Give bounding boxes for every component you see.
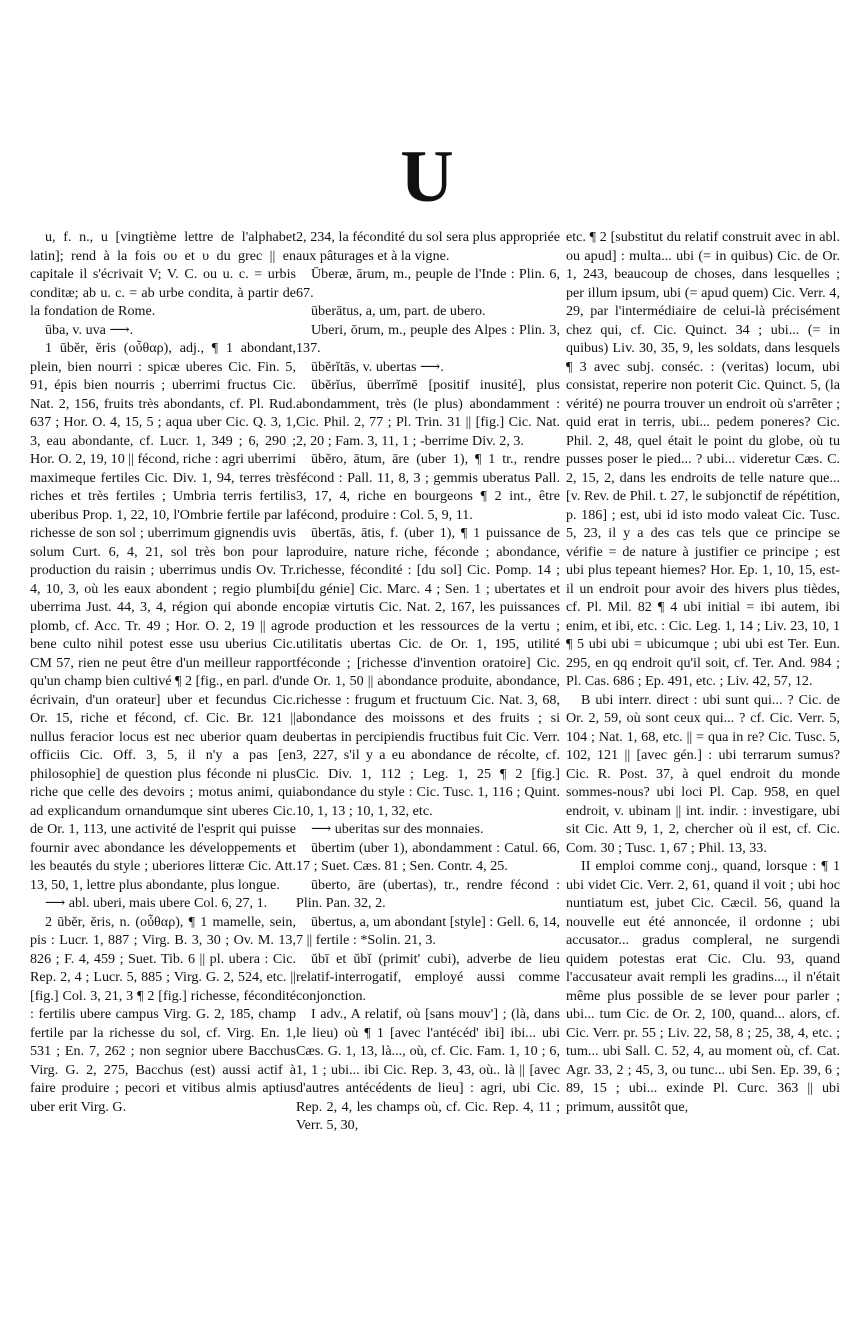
dictionary-entry: ūbĕrĭtās, v. ubertas ⟶. xyxy=(311,358,444,375)
dictionary-entry: ūberto, āre (ubertas), tr., rendre fécond : Plin. Pan. 32, 2. xyxy=(296,876,560,911)
dictionary-entry: 1 ūbĕr, ĕris (οὖθαρ), adj., ¶ 1 abondant, plein, bien nourri : spicæ uberes Cic. Fin. 5, 91, épis bien nourris ; uberrimi fructus Cic. Nat. 2, 156, fruits très abondants, cf. Pl. Rud. 637 ; Hor. O. 4, 15, 5 ; aqua uber Cic. Q. 3, 1, 3, eau abondante, cf. Lucr. 1, 349 ; 6, 290 ; Hor. O. 2, 19, 10 || fécond, riche : agri uberrimi maximeque fertiles Cic. Div. 1, 94, terres très riches et très fertiles ; Umbria terris fertilis uberibus Prop. 1, 22, 10, l'Ombrie fertile par la richesse de son sol ; uberrimum gignendis uvis solum Curt. 6, 4, 21, sol très bon pour la production du raisin ; uberrimus undis Ov. Tr. 4, 10, 3, où les eaux abondent ; regio plumbi uberrima Just. 44, 3, 4, région qui abonde en plomb, cf. Acc. Tr. 49 ; Hor. O. 2, 19 || agro bene culto nihil potest esse usu uberius Cic. CM 57, rien ne peut être d'un meilleur rapport qu'un champ bien cultivé ¶ 2 [fig., en parl. d'un écrivain, d'un orateur] uber et fecundus Cic. Or. 15, riche et fécond, cf. Cic. Br. 121 || nullus feracior locus est nec uberior quam de officiis Cic. Off. 3, 5, il n'y a pas [en philosophie] de question plus féconde ni plus riche que celle des devoirs ; motus animi, qui ad explicandum ornandumque sint uberes Cic. de Or. 1, 113, une activité de l'esprit qui puisse fournir avec abondance les développements et les beautés du style ; uberiores litteræ Cic. Att. 13, 50, 1, lettre plus abondante, plus longue. xyxy=(30,340,296,893)
dictionary-entry: ⟶ uberitas sur des monnaies. xyxy=(311,821,484,837)
dictionary-entry: Uberi, ōrum, m., peuple des Alpes : Plin. 3, 137. xyxy=(296,321,560,356)
dictionary-entry: B ubi interr. direct : ubi sunt qui... ? Cic. de Or. 2, 59, où sont ceux qui... ? cf. Cic. Verr. 5, 104 ; Nat. 1, 68, etc. || = qua in re? Cic. Tusc. 5, 102, 121 || [avec gén.] : ubi terrarum sumus? Cic. R. Post. 37, à quel endroit du monde sommes-nous? ubi loci Pl. Cap. 958, en quel endroit, v. ubinam || int. indir. : investigare, ubi sit Cic. Att 9, 1, 2, chercher où il est, cf. Cic. Com. 30 ; Tusc. 1, 67 ; Phil. 13, 33. xyxy=(566,691,840,856)
dictionary-entry: 2, 234, la fécondité du sol sera plus appropriée aux pâturages et à la vigne. xyxy=(296,229,560,264)
dictionary-entry: Ūberæ, ārum, m., peuple de l'Inde : Plin. 6, 67. xyxy=(296,266,560,301)
dictionary-entry: etc. ¶ 2 [substitut du relatif construit avec in abl. ou apud] : multa... ubi (= in quibus) Cic. de Or. 1, 243, beaucoup de choses, dans lesquelles ; per illum ipsum, ubi (= apud quem) Cic. Verr. 4, 29, par l'intermédiaire de celui-là précisément chez qui, cf. Cic. Quinct. 34 ; ubi... (= in quibus) Liv. 30, 35, 9, les soldats, dans lesquels ¶ 3 avec subj. conséc. : (veritas) locum, ubi consistat, reperire non poterit Cic. Quinct. 5, (la vérité) ne pourra trouver un endroit où s'arrêter ; quid erat in terris, ubi... pedem poneres? Cic. Phil. 2, 48, quel était le point du globe, où tu pusses poser le pied... ? ubi... videretur Cæs. C. 2, 15, 2, dans les endroits de telle nature que... [v. Rev. de Phil. t. 27, le subjonctif de répétition, p. 186] ; est, ubi id isto modo valeat Cic. Tusc. 5, 23, il y a des cas tels que ce principe se vérifie = de nature à justifier ce principe ; est ubi plus tepeant hiemes? Hor. Ep. 1, 10, 15, est-il un endroit pour avoir des hivers plus tièdes, cf. Pl. Mil. 82 ¶ 4 ubi initial = ibi autem, ibi enim, et ibi, etc. : Cic. Leg. 1, 14 ; Liv. 23, 10, 1 ¶ 5 ubi ubi = ubicumque ; ubi ubi est Ter. Eun. 295, en qq endroit qu'il soit, cf. Ter. And. 984 ; Pl. Cas. 686 ; Ep. 491, etc. ; Liv. 42, 57, 12. xyxy=(566,229,840,689)
dictionary-entry: ūbĕro, ātum, āre (uber 1), ¶ 1 tr., rendre fécond : Pall. 11, 8, 3 ; gemmis uberatus Pall. 3, 17, 4, riche en bourgeons ¶ 2 int., être fécond, produire : Col. 5, 9, 11. xyxy=(296,451,560,523)
dictionary-entry: I adv., A relatif, où [sans mouv'] ; (là, dans le lieu) où ¶ 1 [avec l'antécéd' ibi] ibi... ubi Cæs. G. 1, 13, là..., où, cf. Cic. Fam. 1, 10 ; 6, 1, 1 ; ubi... ibi Cic. Rep. 3, 43, où.. là || [avec d'autres antécédents de lieu] : agri, ubi Cic. Rep. 2, 4, les champs où, cf. Cic. Rep. 4, 11 ; Verr. 5, 30, xyxy=(296,1006,560,1133)
dictionary-entry: ūbertim (uber 1), abondamment : Catul. 66, 17 ; Suet. Cæs. 81 ; Sen. Contr. 4, 25. xyxy=(296,839,560,874)
dictionary-entry: ūbĕrĭus, ūberrĭmē [positif inusité], plus abondamment, très (le plus) abondamment : Cic. Phil. 2, 77 ; Pl. Trin. 31 || [fig.] Cic. Nat. 2, 20 ; Fam. 3, 11, 1 ; -berrime Div. 2, 3. xyxy=(296,377,560,449)
text-column-right xyxy=(566,228,840,1320)
dictionary-entry: ūba, v. uva ⟶. xyxy=(45,321,134,338)
dictionary-entry: ŭbī et ŭbĭ (primit' cubi), adverbe de lieu relatif-interrogatif, employé aussi comme conjonction. xyxy=(296,950,560,1004)
dictionary-entry: ūbertus, a, um abondant [style] : Gell. 6, 14, 7 || fertile : *Solin. 21, 3. xyxy=(296,913,560,948)
section-letter-heading: U xyxy=(400,136,454,218)
dictionary-entry: 2 ūbĕr, ĕris, n. (οὖθαρ), ¶ 1 mamelle, sein, pis : Lucr. 1, 887 ; Virg. B. 3, 30 ; Ov. M. 13, 826 ; F. 4, 459 ; Suet. Tib. 6 || pl. ubera : Cic. Rep. 2, 4 ; Lucr. 5, 885 ; Virg. G. 2, 524, etc. || [fig.] Col. 3, 21, 3 ¶ 2 [fig.] richesse, fécondité : fertilis ubere campus Virg. G. 2, 185, champ fertile par la richesse du sol, cf. Virg. En. 1, 531 ; En. 7, 262 ; non segnior ubere Bacchus Virg. G. 2, 275, Bacchus (est) aussi actif à faire produire ; pecori et vitibus almis aptius uber erit Virg. G. xyxy=(30,913,296,1115)
dictionary-entry: ⟶ abl. uberi, mais ubere Col. 6, 27, 1. xyxy=(45,895,268,911)
text-column-left xyxy=(30,228,296,1320)
text-column-middle xyxy=(296,228,560,1320)
dictionary-entry: ūberātus, a, um, part. de ubero. xyxy=(311,303,486,319)
dictionary-entry: u, f. n., u [vingtième lettre de l'alphabet latin]; rend à la fois ου et υ du grec || en capitale il s'écrivait V; V. C. ou u. c. = urbis conditæ; ab u. c. = ab urbe condita, à partir de la fondation de Rome. xyxy=(30,229,296,319)
dictionary-entry: II emploi comme conj., quand, lorsque : ¶ 1 ubi videt Cic. Verr. 2, 61, quand il voit ; ubi hoc nuntiatum est, jubet Cic. Cæcil. 56, quand la nouvelle eut été annoncée, il ordonne ; ubi accusator... gradus compleral, ne surgendi quidem potestas erat Cic. Clu. 93, quand l'accusateur avait rempli les gradins..., il n'était même plus possible de se lever pour parler ; ubi... tum Cic. de Or. 2, 100, quand... alors, cf. Cic. Verr. pr. 55 ; Liv. 22, 58, 8 ; 25, 38, 4, etc. ; tum... ubi Sall. C. 52, 4, au moment où, cf. Cat. Agr. 33, 2 ; 45, 3, ou tunc... ubi Sen. Ep. 39, 6 ; 89, 15 ; ubi... exinde Pl. Curc. 363 || ubi primum, aussitôt que, xyxy=(566,858,840,1115)
dictionary-entry: ūbertās, ātis, f. (uber 1), ¶ 1 puissance de produire, nature riche, féconde ; abondance, richesse, fécondité : [du sol] Cic. Pomp. 14 ; [du génie] Cic. Marc. 4 ; Sen. 1 ; ubertates et copiæ virtutis Cic. Nat. 2, 167, les puissances de production et les ressources de la vertu ; utilitatis ubertas Cic. de Or. 1, 195, utilité féconde ; [richesse d'invention oratoire] Cic. de Or. 1, 50 || abondance produite, abondance, richesse : frugum et fructuum Cic. Nat. 3, 68, abondance des moissons et des fruits ; si ubertas in percipiendis fructibus fuit Cic. Verr. 3, 227, s'il y a eu abondance de récolte, cf. Cic. Div. 1, 112 ; Leg. 1, 25 ¶ 2 [fig.] abondance du style : Cic. Tusc. 1, 116 ; Quint. 10, 1, 13 ; 10, 1, 32, etc. xyxy=(296,525,560,819)
